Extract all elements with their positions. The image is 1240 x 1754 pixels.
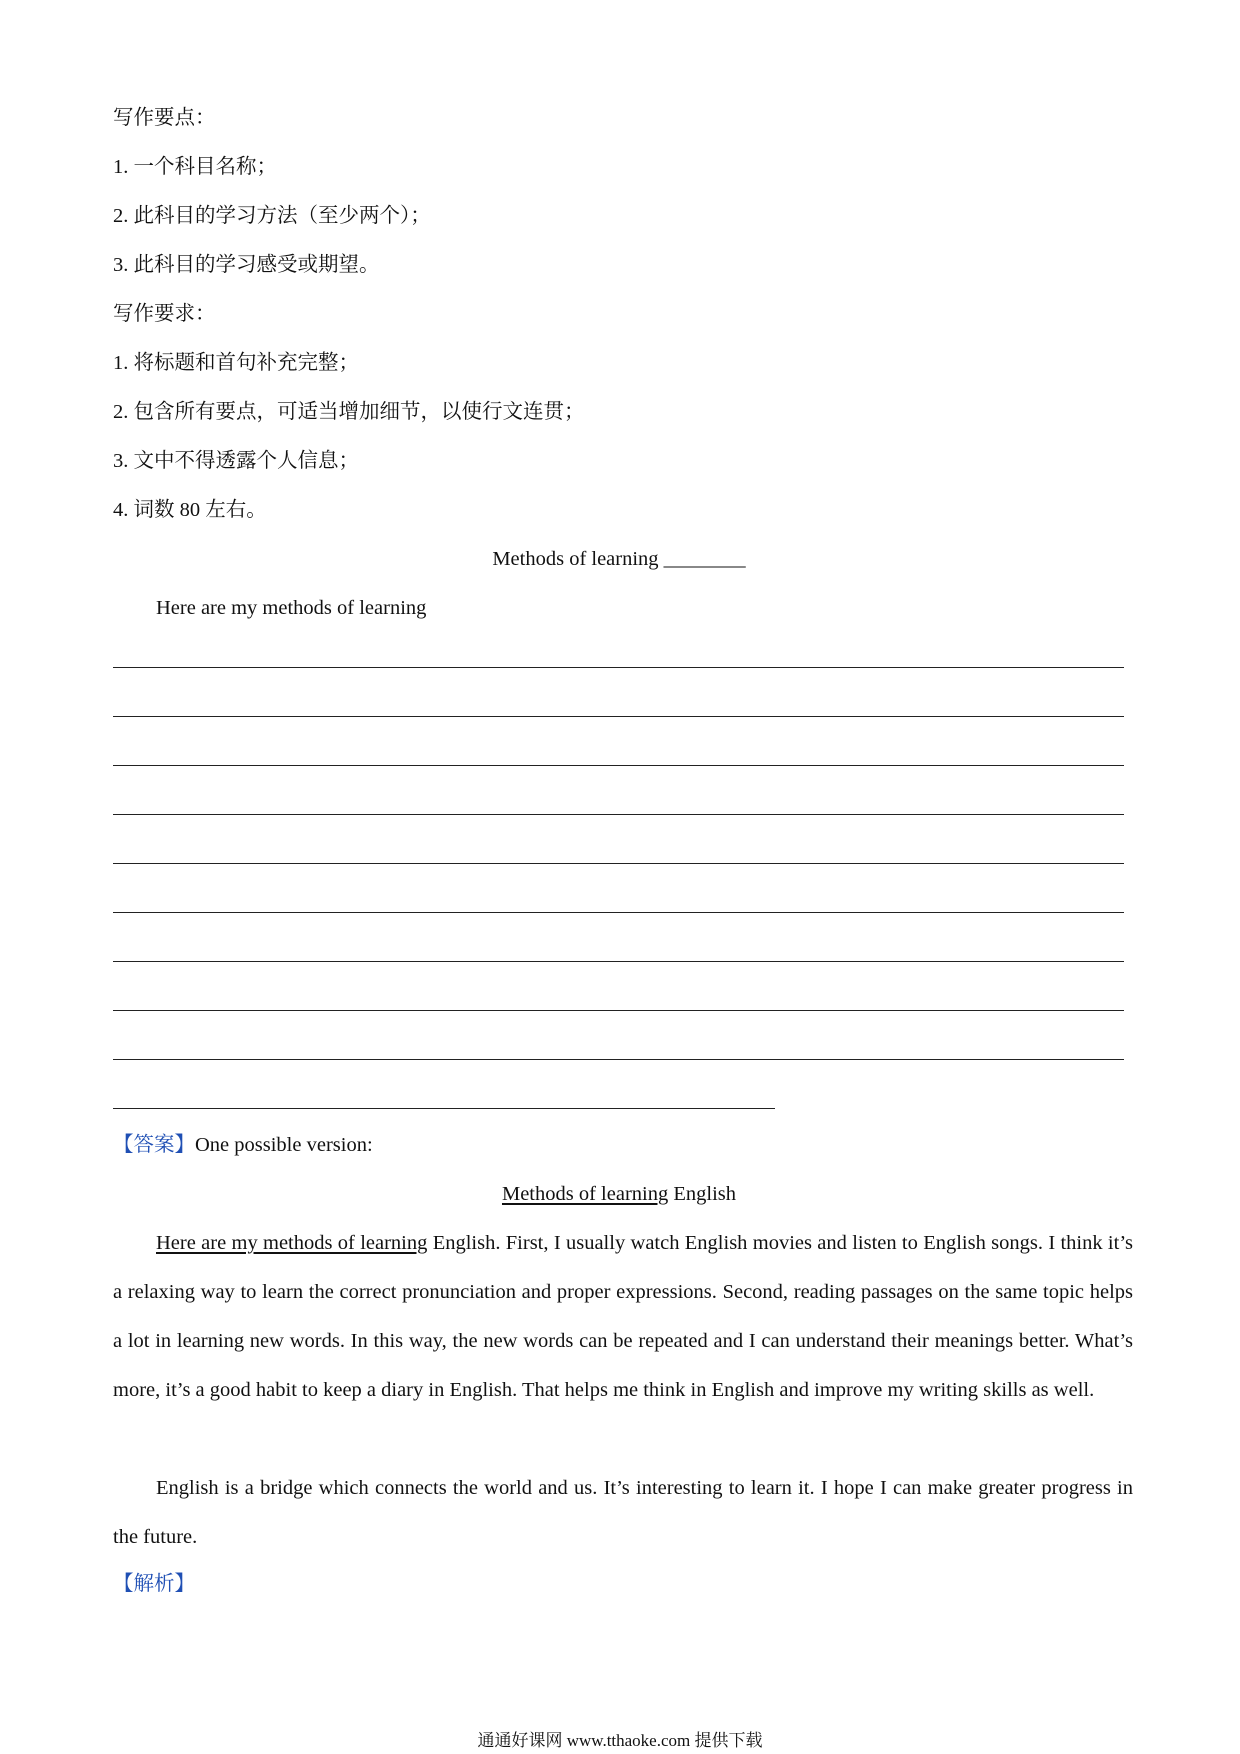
point-item-2: 2. 此科目的学习方法（至少两个）； (113, 205, 431, 227)
answer-intro (113, 1131, 373, 1159)
writing-line (113, 863, 1124, 864)
writing-line (113, 1059, 1124, 1060)
rule-item-2: 2. 包含所有要点，可适当增加细节，以使行文连贯； (113, 401, 585, 423)
prompt-title: Methods of learning ________ (492, 548, 746, 570)
writing-line (113, 765, 1124, 766)
writing-line (113, 1108, 775, 1109)
point-item-1: 1. 一个科目名称； (113, 156, 277, 178)
answer-title-rest: English (668, 1183, 737, 1205)
prompt-opening: Here are my methods of learning (156, 597, 427, 619)
writing-line (113, 716, 1124, 717)
points-heading: 写作要点： (113, 107, 216, 129)
writing-line (113, 912, 1124, 913)
point-item-3: 3. 此科目的学习感受或期望。 (113, 254, 380, 276)
writing-line (113, 961, 1124, 962)
page-footer: 通通好课网 www.tthaoke.com 提供下载 (477, 1731, 763, 1750)
rule-item-3: 3. 文中不得透露个人信息； (113, 450, 359, 472)
writing-line (113, 667, 1124, 668)
answer-title-underlined: Methods of learning (501, 1183, 669, 1205)
writing-line (113, 1010, 1124, 1011)
writing-line (113, 814, 1124, 815)
answer-tag: 【答案】 (113, 1134, 195, 1156)
answer-intro-text: One possible version: (195, 1134, 373, 1156)
answer-paragraph-2 (113, 1464, 1133, 1562)
analysis-tag: 【解析】 (113, 1573, 195, 1595)
answer-para1-rest: English. First, I usually watch English movies and listen to English songs. I think it’s a relaxing way to learn the correct pronunciation and proper expressions. Second, reading passages on the same topic helps a lot in learning new words. In this way, the new words can be repeated and I can understand their meanings better. What’s more, it’s a good habit to keep a diary in English. That helps me think in English and improve my writing skills as well. (113, 1232, 1133, 1401)
rule-item-1: 1. 将标题和首句补充完整； (113, 352, 359, 374)
answer-title (113, 1180, 1125, 1208)
rules-heading: 写作要求： (113, 303, 216, 325)
answer-paragraph-1 (113, 1219, 1133, 1415)
answer-para2-text: English is a bridge which connects the world and us. It’s interesting to learn it. I hope I can make greater progress in the future. (113, 1477, 1133, 1548)
rule-item-4: 4. 词数 80 左右。 (113, 499, 267, 521)
answer-para1-underlined: Here are my methods of learning (156, 1232, 428, 1254)
